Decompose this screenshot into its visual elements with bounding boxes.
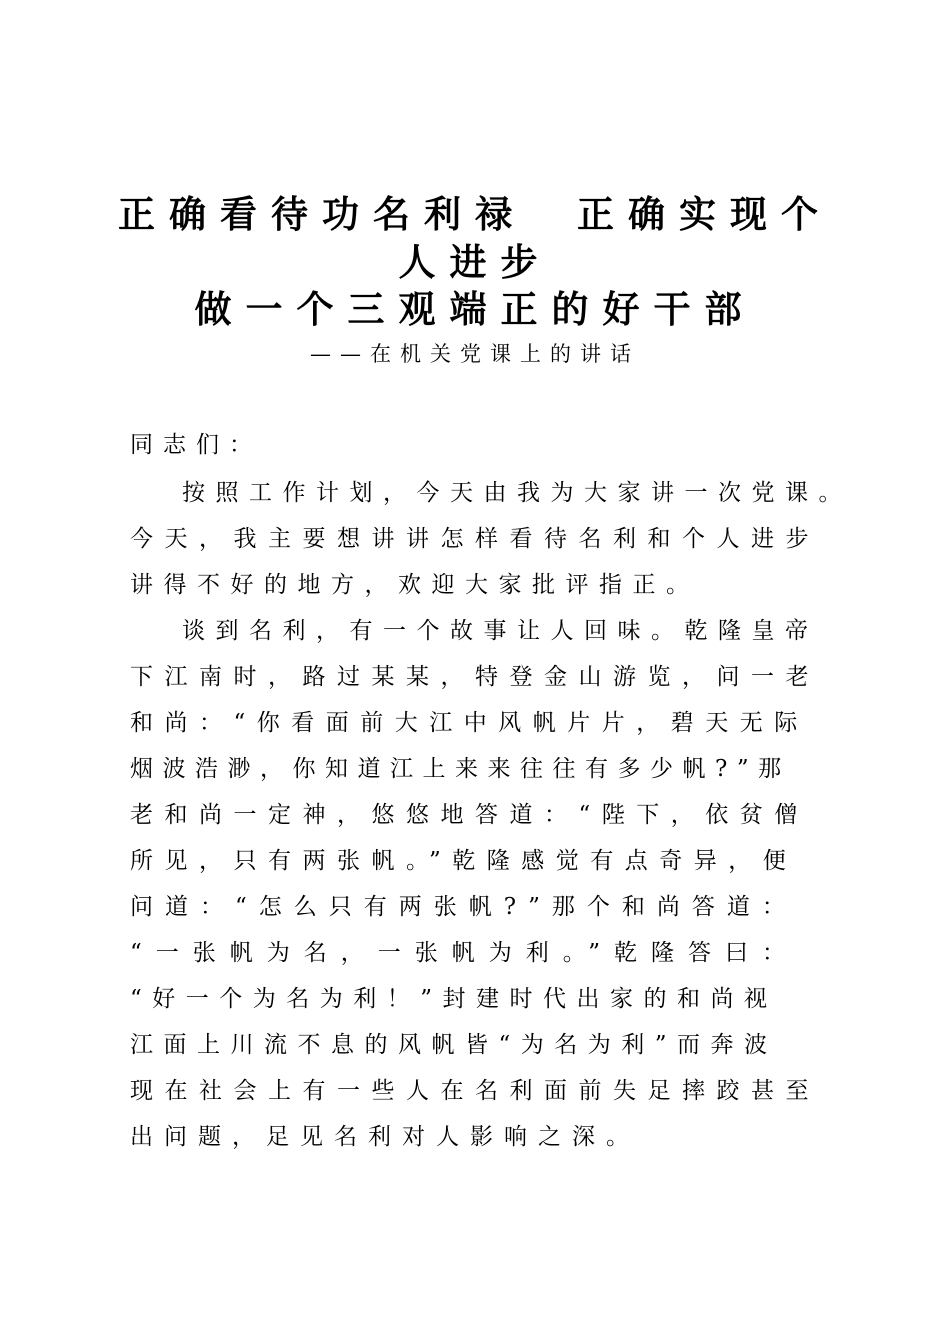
body-line: 讲得不好的地方，欢迎大家批评指正。	[130, 572, 700, 598]
greeting: 同志们：	[130, 432, 262, 458]
body-line: “好一个为名为利！”封建时代出家的和尚视	[130, 986, 778, 1012]
body-line: 烟波浩渺，你知道江上来来往往有多少帆?”那	[130, 756, 791, 782]
body-line: 现在社会上有一些人在名利面前失足摔跤甚至	[130, 1078, 820, 1104]
body-line: 所见，只有两张帆。”乾隆感觉有点奇异，便	[130, 848, 798, 874]
body-line: 出问题，足见名利对人影响之深。	[130, 1124, 640, 1150]
body-line: 江面上川流不息的风帆皆“为名为利”而奔波	[130, 1032, 778, 1058]
body-line: 今天，我主要想讲讲怎样看待名利和个人进步	[130, 526, 820, 552]
title-line-1: 正确看待功名利禄 正确实现个	[118, 192, 832, 236]
title-line-3: 做一个三观端正的好干部	[194, 287, 756, 331]
subtitle: ——在机关党课上的讲话	[310, 342, 640, 366]
body-line: 下江南时，路过某某，特登金山游览，问一老	[130, 664, 820, 690]
body-line: 老和尚一定神，悠悠地答道：“陛下，依贫僧	[130, 802, 809, 828]
body-line: 和尚：“你看面前大江中风帆片片，碧天无际	[130, 710, 809, 736]
body-line: 问道：“怎么只有两张帆?”那个和尚答道：	[130, 894, 797, 920]
title-line-2: 人进步	[398, 240, 552, 284]
body-line: 按照工作计划，今天由我为大家讲一次党课。	[182, 480, 852, 506]
body-line: “一张帆为名，一张帆为利。”乾隆答曰：	[130, 940, 800, 966]
body-line: 谈到名利，有一个故事让人回味。乾隆皇帝	[182, 618, 819, 644]
